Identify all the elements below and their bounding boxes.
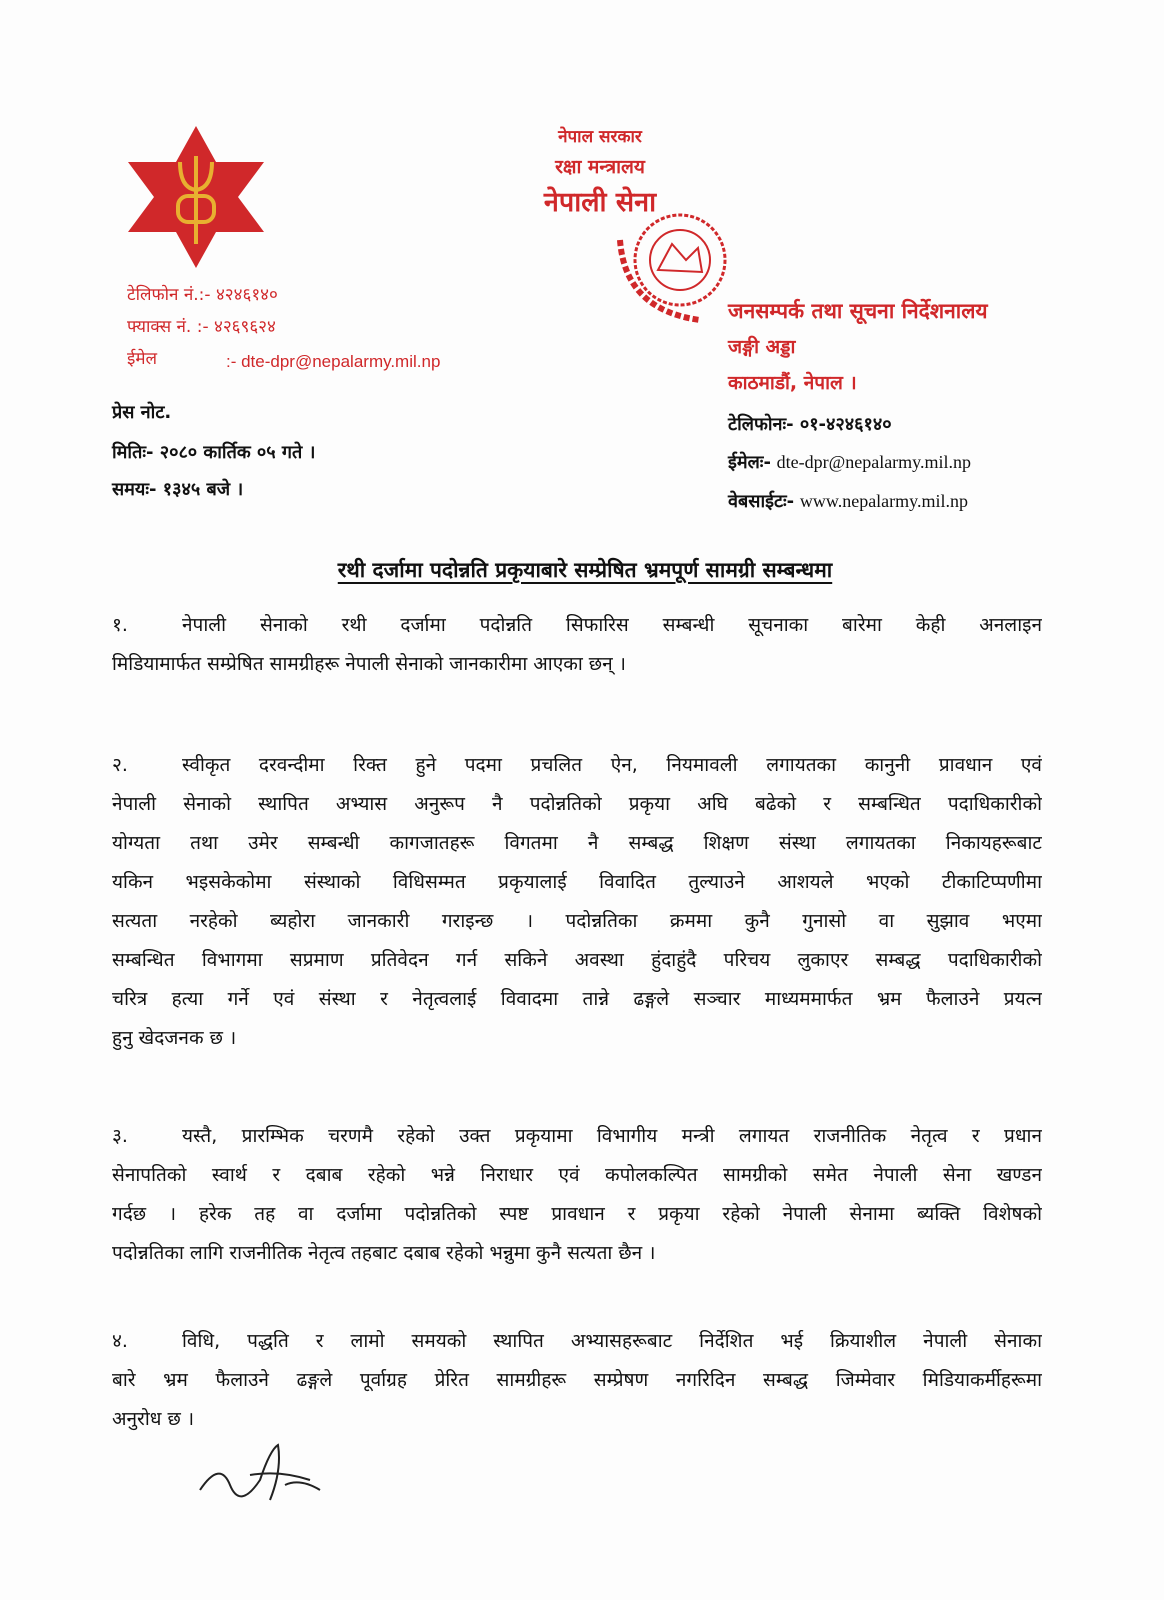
fax-number: ४२६९६२४ [213,317,276,337]
directorate-name: जनसम्पर्क तथा सूचना निर्देशनालय [728,299,988,323]
nepal-army-star-emblem-icon [126,126,266,268]
email-address: :- dte-dpr@nepalarmy.mil.np [226,352,441,371]
paragraph-text: पदोन्नतिका लागि राजनीतिक नेतृत्व तहबाट दबाब रहेको भन्नुमा कुनै सत्यता छैन । [112,1242,656,1264]
paragraph-text: यकिन भइसकेकोमा संस्थाको विधिसम्मत प्रकृयालाई विवादित तुल्याउने आशयले भएको टीकाटिप्पणीमा [112,871,1042,893]
location-line-2: काठमाडौं, नेपाल । [728,372,857,394]
paragraph-text: सत्यता नरहेको ब्यहोरा जानकारी गराइन्छ । पदोन्नतिका क्रममा कुनै गुनासो वा सुझाव भएमा [112,910,1042,932]
website-url: www.nepalarmy.mil.np [799,491,969,511]
paragraph-text: विधि, पद्धति र लामो समयको स्थापित अभ्यासहरूबाट निर्देशित भई क्रियाशील नेपाली सेनाका [182,1330,1042,1352]
paragraph-number: १. [112,614,128,636]
paragraph-text: सेनापतिको स्वार्थ र दबाब रहेको भन्ने निराधार एवं कपोलकल्पित सामग्रीको समेत नेपाली सेना खण्डन [112,1164,1042,1186]
website-label: वेबसाईटः- [728,491,795,512]
paragraph-line [112,1322,1042,1361]
paragraph-line [112,1117,1042,1156]
paragraph-number: ३. [112,1125,128,1147]
paragraph-text: सम्बन्धित विभागमा सप्रमाण प्रतिवेदन गर्न सकिने अवस्था हुंदाहुंदै परिचय लुकाएर सम्बद्ध पदाधिकारीको [112,949,1042,971]
phone-line [127,282,278,305]
paragraph-line [112,824,1042,863]
signature-icon [190,1440,330,1510]
paragraph-line [112,1019,1042,1058]
paragraph-text: स्वीकृत दरवन्दीमा रिक्त हुने पदमा प्रचलित ऐन, नियमावली लगायतका कानुनी प्रावधान एवं [182,754,1042,776]
right-phone: टेलिफोनः- ०१-४२४६१४० [728,414,892,435]
government-name: नेपाल सरकार [558,127,642,147]
right-email: dte-dpr@nepalarmy.mil.np [776,452,972,472]
paragraph-line [112,902,1042,941]
paragraph-text: बारे भ्रम फैलाउने ढङ्गले पूर्वाग्रह प्रेरित सामग्रीहरू सम्प्रेषण नगरिदिन सम्बद्ध जिम्मेवार मिडियाकर्मीहरूमा [112,1369,1042,1391]
right-email-label: ईमेलः- [728,452,771,473]
paragraph-line [112,1234,1042,1273]
paragraph-line [112,785,1042,824]
paragraph-line [112,1361,1042,1400]
paragraph-line [112,606,1042,645]
email-label: ईमेल [127,349,158,369]
press-date: मितिः- २०८० कार्तिक ०५ गते । [112,442,316,463]
location-line-1: जङ्गी अड्डा [728,336,796,358]
paragraph-line [112,980,1042,1019]
paragraph-2 [112,746,1042,1058]
paragraph-line [112,863,1042,902]
paragraph-line [112,1400,1042,1439]
paragraph-text: गर्दछ । हरेक तह वा दर्जामा पदोन्नतिको स्पष्ट प्रावधान र प्रकृया रहेको नेपाली सेनामा ब्यक्ति विशेषको [112,1203,1042,1225]
phone-label: टेलिफोन नं.:- [127,285,211,305]
paragraph-1 [112,606,1042,684]
paragraph-text: नेपाली सेनाको रथी दर्जामा पदोन्नति सिफारिस सम्बन्धी सूचनाका बारेमा केही अनलाइन [182,614,1042,636]
paragraph-text: चरित्र हत्या गर्ने एवं संस्था र नेतृत्वलाई विवादमा तान्ने ढङ्गले सञ्चार माध्यममार्फत भ्रम फैलाउने प्रयत्न [112,988,1042,1010]
press-time: समयः- १३४५ बजे । [112,479,244,500]
paragraph-text: अनुरोध छ । [112,1408,195,1430]
website-line [728,489,968,513]
paragraph-number: २. [112,754,128,776]
right-email-line [728,450,971,474]
paragraph-4 [112,1322,1042,1439]
press-note-label: प्रेस नोट. [112,402,172,423]
document-title: रथी दर्जामा पदोन्नति प्रकृयाबारे सम्प्रेषित भ्रमपूर्ण सामग्री सम्बन्धमा [337,558,833,582]
fax-label: फ्याक्स नं. :- [127,317,209,337]
paragraph-line [112,941,1042,980]
paragraph-line [112,645,1042,684]
paragraph-text: हुनु खेदजनक छ । [112,1027,237,1049]
paragraph-line [112,1195,1042,1234]
paragraph-3 [112,1117,1042,1273]
paragraph-text: योग्यता तथा उमेर सम्बन्धी कागजातहरू विगतमा नै सम्बद्ध शिक्षण संस्था लगायतका निकायहरूबाट [112,832,1042,854]
ministry-name: रक्षा मन्त्रालय [555,156,645,178]
paragraph-number: ४. [112,1330,128,1352]
paragraph-line [112,1156,1042,1195]
phone-number: ४२४६१४० [215,285,278,305]
paragraph-text: यस्तै, प्रारम्भिक चरणमै रहेको उक्त प्रकृयामा विभागीय मन्त्री लगायत राजनीतिक नेतृत्व र प्रधान [182,1125,1042,1147]
paragraph-line [112,746,1042,785]
paragraph-text: नेपाली सेनाको स्थापित अभ्यास अनुरूप नै पदोन्नतिको प्रकृया अघि बढेको र सम्बन्धित पदाधिकारीको [112,793,1042,815]
directorate-seal-icon [590,200,740,350]
fax-line [127,314,276,337]
army-name: नेपाली सेना [543,187,657,218]
paragraph-text: मिडियामार्फत सम्प्रेषित सामग्रीहरू नेपाली सेनाको जानकारीमा आएका छन् । [112,653,626,675]
